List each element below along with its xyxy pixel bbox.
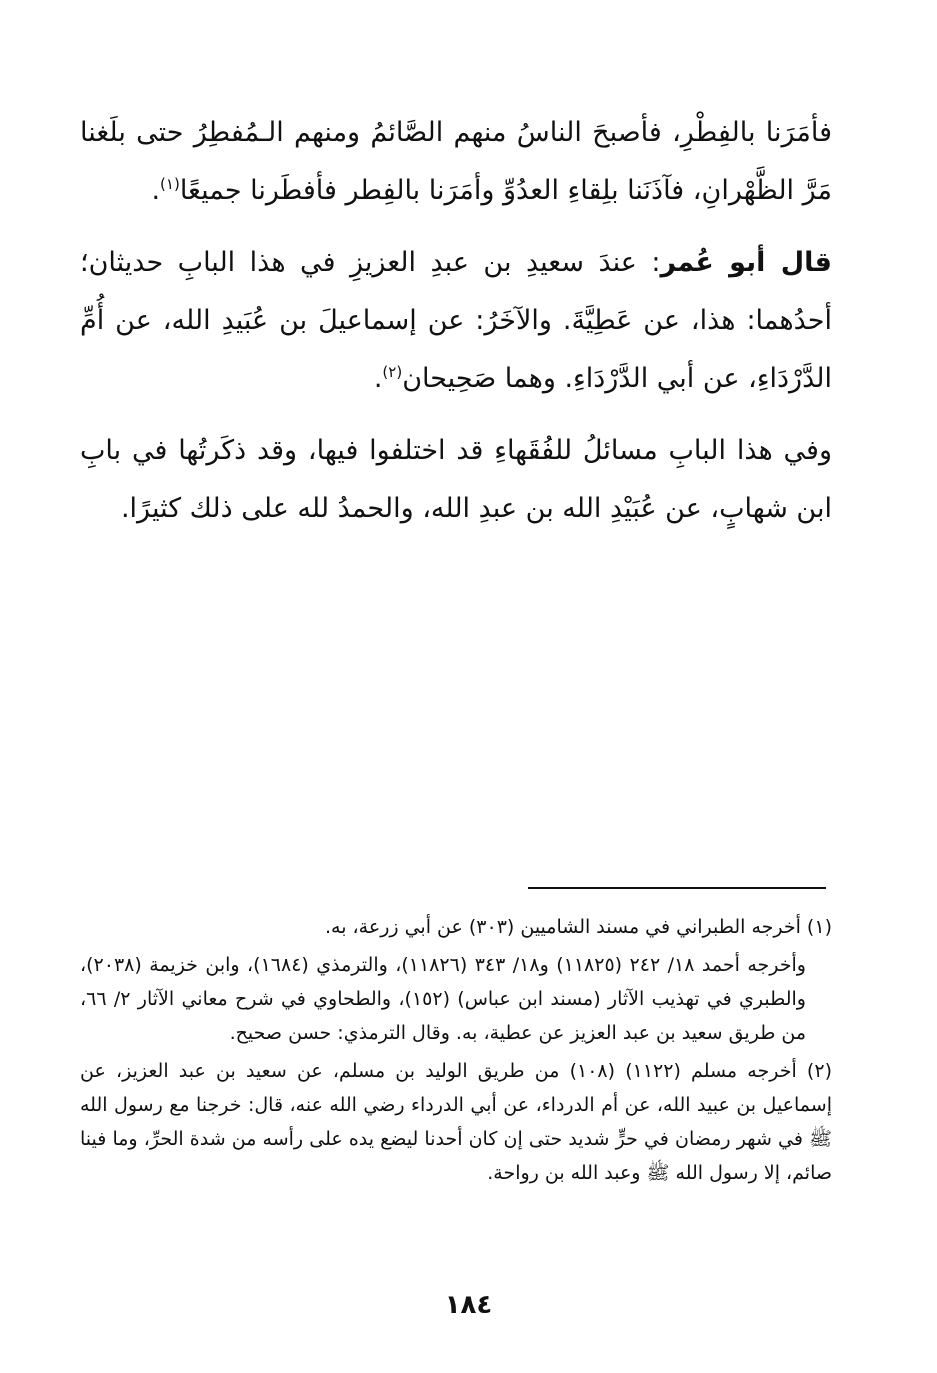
paragraph-1-text: فأمَرَنا بالفِطْرِ، فأصبحَ الناسُ منهم الصَّائمُ ومنهم الـمُفطِرُ حتى بلَغنا مَرَّ الظَّهْرانِ، فآذَنَنا بلِقاءِ العدُوِّ وأمَرَنا بالفِطر فأفطَرنا جميعًا <box>80 117 832 206</box>
footnote-ref-2: (٢) <box>382 363 403 381</box>
footnote-2: (٢) أخرجه مسلم (١١٢٢) (١٠٨) من طريق الوليد بن مسلم، عن سعيد بن عبد العزيز، عن إسماعيل بن عبيد الله، عن أم الدرداء، عن أبي الدرداء رضي الله عنه، قال: خرجنا مع رسول الله ﷺ في شهر رمضان في حرٍّ شديد حتى إن كان أحدنا ليضع يده على رأسه من شدة الحرِّ، وما فينا صائم، إلا رسول الله ﷺ وعبد الله بن رواحة. <box>80 1060 832 1184</box>
paragraph-1-end: . <box>151 175 161 206</box>
paragraph-2-lead: قال أبو عُمر <box>660 247 832 278</box>
main-text <box>80 104 832 552</box>
paragraph-2-end: . <box>373 363 383 394</box>
footnote-1-continuation: وأخرجه أحمد ١٨/ ٢٤٢ (١١٨٢٥) و١٨/ ٣٤٣ (١١٨٢٦)، والترمذي (١٦٨٤)، وابن خزيمة (٢٠٣٨)، والطبري في تهذيب الآثار (مسند ابن عباس) (١٥٢)، والطحاوي في شرح معاني الآثار ٢/ ٦٦، من طريق سعيد بن عبد العزيز عن عطية، به. وقال الترمذي: حسن صحيح. <box>80 954 806 1044</box>
page-number: ١٨٤ <box>444 1290 493 1320</box>
paragraph-3: وفي هذا البابِ مسائلُ للفُقَهاءِ قد اختلفوا فيها، وقد ذكَرتُها في بابِ ابن شهابٍ، عن عُبَيْدِ الله بن عبدِ الله، والحمدُ لله على ذلك كثيرًا. <box>80 435 832 524</box>
footnotes <box>80 910 832 1194</box>
paragraph-1 <box>80 104 832 220</box>
paragraph-2 <box>80 234 832 408</box>
footnote-1: (١) أخرجه الطبراني في مسند الشاميين (٣٠٣) عن أبي زرعة، به. <box>324 916 832 938</box>
paragraph-2-text: : عندَ سعيدِ بن عبدِ العزيزِ في هذا البابِ حديثان؛ أحدُهما: هذا، عن عَطِيَّةَ. والآخَرُ: عن إسماعيلَ بن عُبَيدِ الله، عن أُمِّ الدَّرْدَاءِ، عن أبي الدَّرْدَاءِ. وهما صَحِيحان <box>80 247 832 394</box>
footnote-separator <box>528 887 826 889</box>
footnote-ref-1: (١) <box>160 175 180 193</box>
